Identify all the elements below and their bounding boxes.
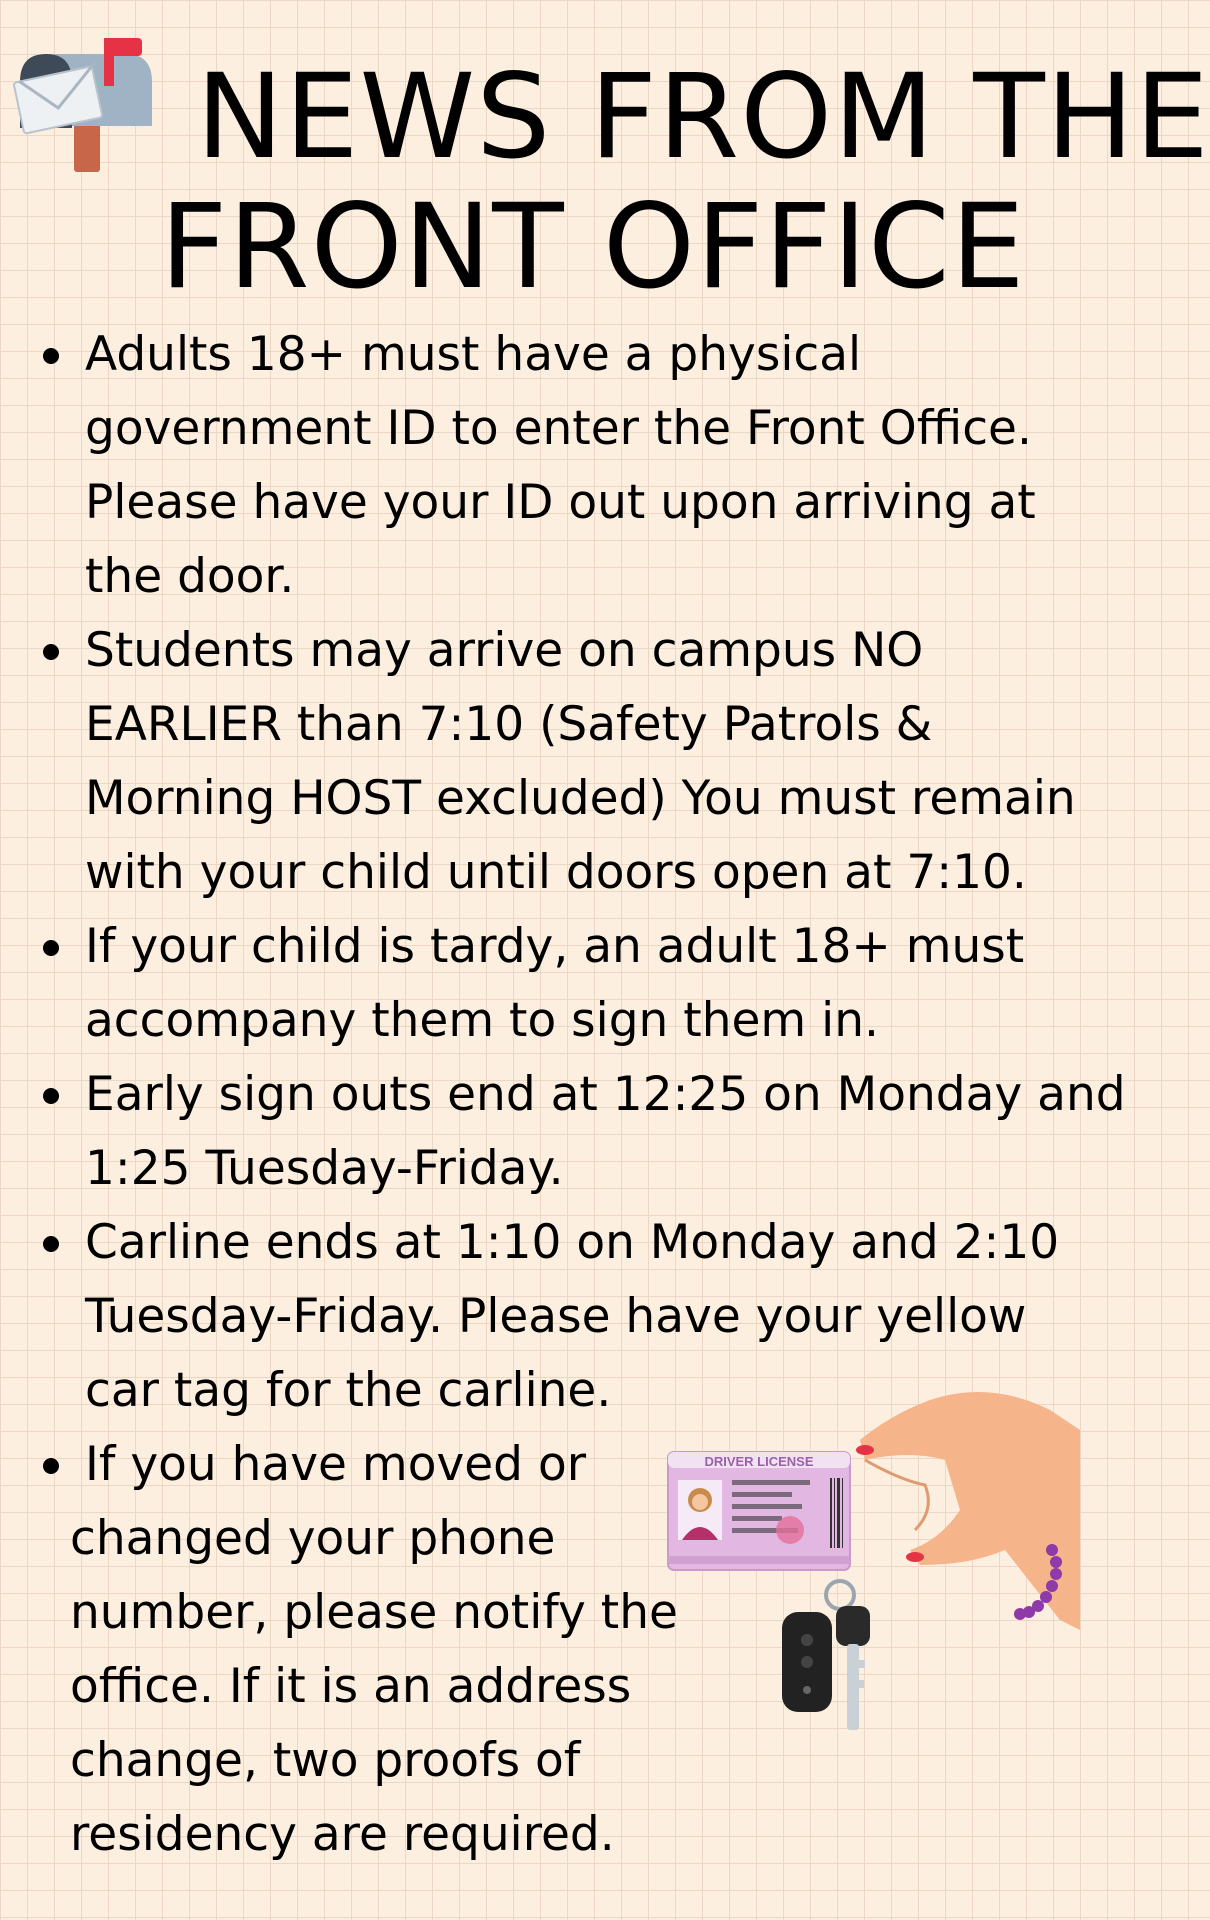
list-item-text: Please have your ID out upon arriving at — [85, 475, 1036, 530]
list-item-text: Carline ends at 1:10 on Monday and 2:10 — [85, 1215, 1060, 1270]
mailbox-icon — [16, 36, 156, 176]
list-item-text: change, two proofs of — [70, 1733, 581, 1788]
bullet-dot — [43, 1458, 59, 1474]
hand-license-keys-illustration — [660, 1390, 1080, 1750]
list-item-text: Early sign outs end at 12:25 on Monday and — [85, 1067, 1126, 1122]
list-item-text: car tag for the carline. — [85, 1363, 612, 1418]
list-item-text: office. If it is an address — [70, 1659, 632, 1714]
bullet-dot — [43, 348, 59, 364]
list-item-text: Morning HOST excluded) You must remain — [85, 771, 1076, 826]
bullet-dot — [43, 1236, 59, 1252]
list-item-text: changed your phone — [70, 1511, 556, 1566]
list-item-text: Students may arrive on campus NO — [85, 623, 924, 678]
bullet-dot — [43, 1088, 59, 1104]
list-item-text: government ID to enter the Front Office. — [85, 401, 1032, 456]
driver-license-card — [668, 1452, 850, 1570]
title-line-2: FRONT OFFICE — [160, 178, 1026, 315]
list-item-text: residency are required. — [70, 1807, 615, 1862]
bullet-dot — [43, 940, 59, 956]
list-item-text: number, please notify the — [70, 1585, 678, 1640]
list-item-text: the door. — [85, 549, 295, 604]
list-item-text: with your child until doors open at 7:10. — [85, 845, 1027, 900]
list-item-text: Adults 18+ must have a physical — [85, 327, 862, 382]
list-item-text: Tuesday-Friday. Please have your yellow — [85, 1289, 1027, 1344]
card-label: DRIVER LICENSE — [704, 1454, 814, 1469]
car-keys — [782, 1581, 870, 1730]
list-item-text: 1:25 Tuesday-Friday. — [85, 1141, 564, 1196]
list-item-text: If you have moved or — [85, 1437, 587, 1492]
list-item-text: If your child is tardy, an adult 18+ must — [85, 919, 1025, 974]
list-item-text: EARLIER than 7:10 (Safety Patrols & — [85, 697, 933, 752]
title-line-1: NEWS FROM THE — [196, 48, 1210, 185]
bullet-dot — [43, 644, 59, 660]
list-item-text: accompany them to sign them in. — [85, 993, 879, 1048]
